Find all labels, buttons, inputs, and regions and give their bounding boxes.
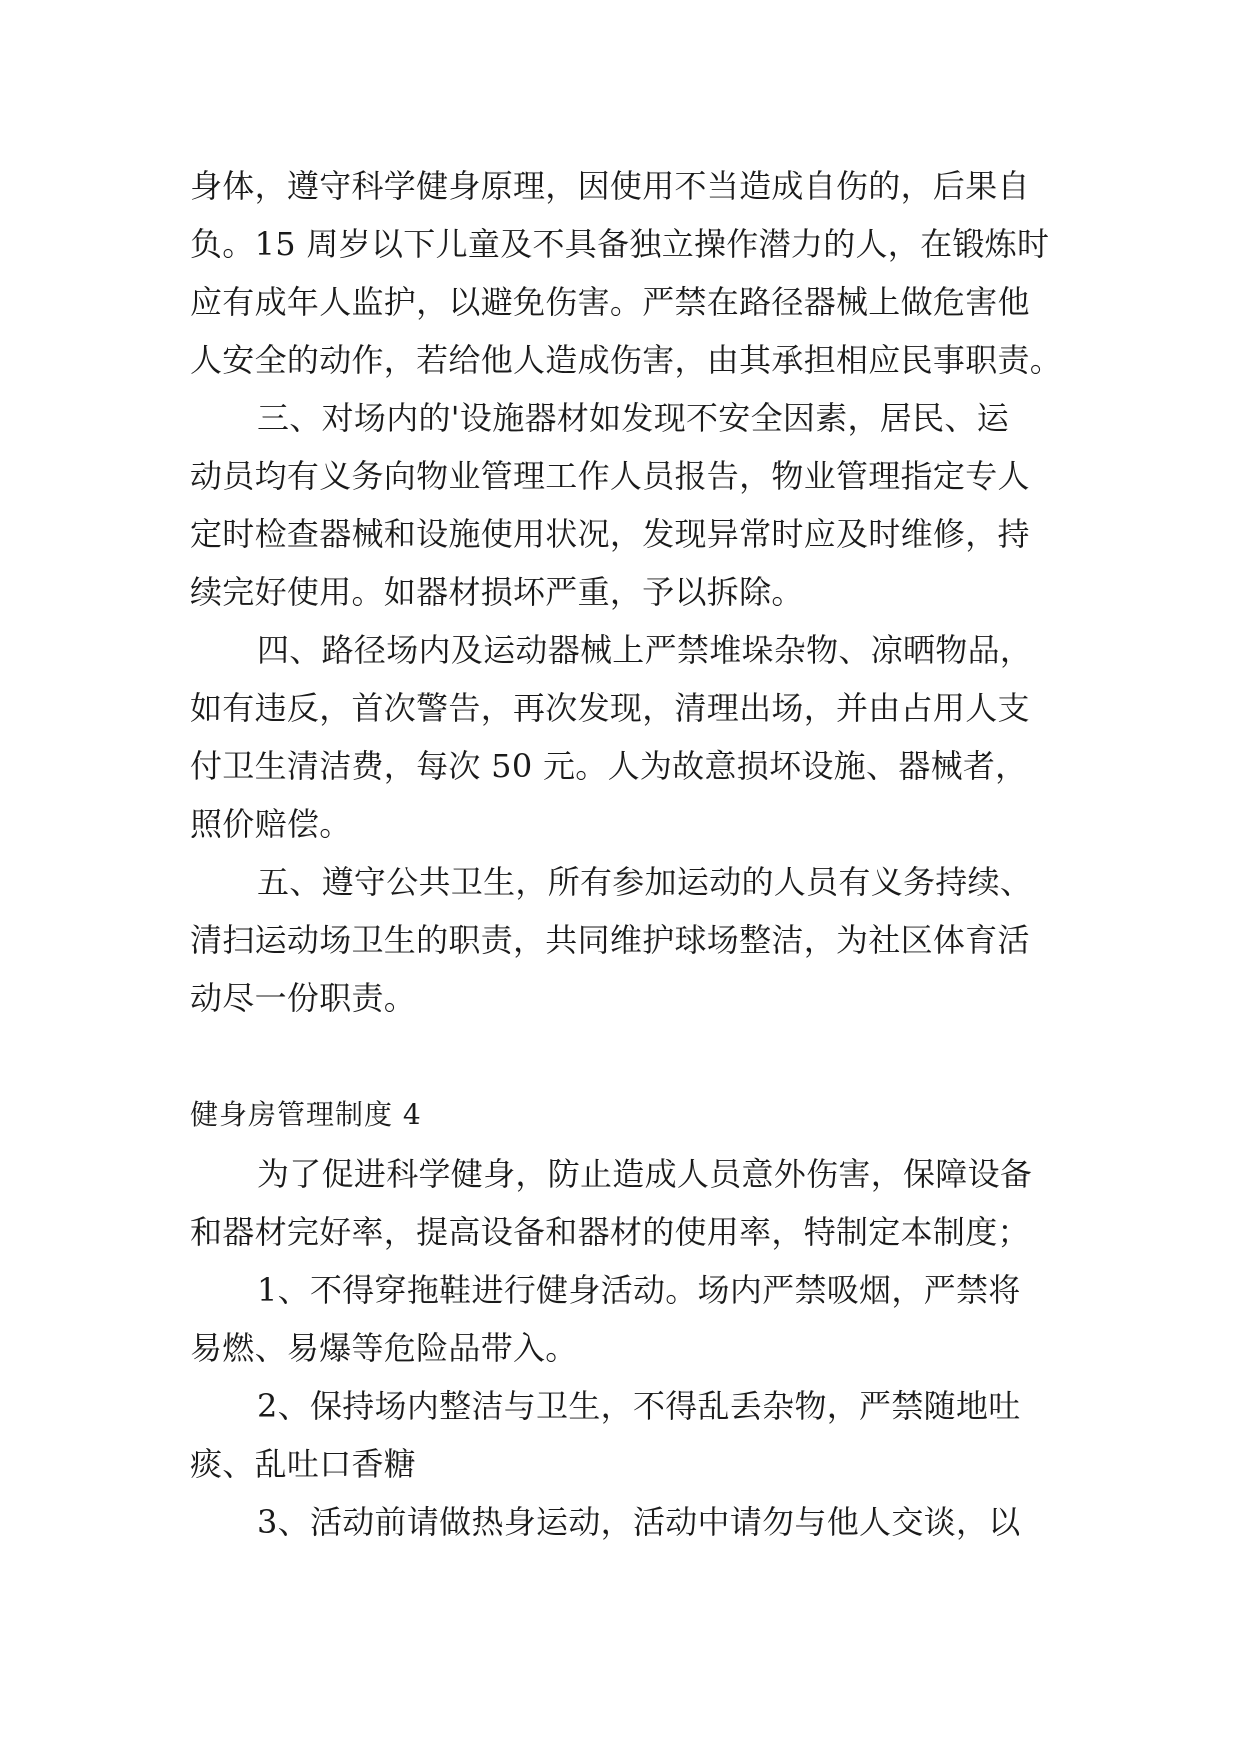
text-line: 痰、乱吐口香糖 [190, 1445, 417, 1483]
text-line: 付卫生清洁费，每次 50 元。人为故意损坏设施、器械者， [190, 747, 1028, 785]
rule-1-start: 1、不得穿拖鞋进行健身活动。场内严禁吸烟，严禁将 [257, 1271, 1021, 1309]
text-line: 和器材完好率，提高设备和器材的使用率，特制定本制度； [190, 1213, 1030, 1251]
paragraph-3-start: 三、对场内的'设施器材如发现不安全因素，居民、运 [257, 399, 1009, 437]
text-line: 身体，遵守科学健身原理，因使用不当造成自伤的，后果自 [190, 167, 1030, 205]
text-line: 定时检查器械和设施使用状况，发现异常时应及时维修，持 [190, 515, 1030, 553]
text-line: 人安全的动作，若给他人造成伤害，由其承担相应民事职责。 [190, 341, 1063, 379]
text-line: 续完好使用。如器材损坏严重，予以拆除。 [190, 573, 804, 611]
text-line: 易燃、易爆等危险品带入。 [190, 1329, 578, 1367]
intro-paragraph-start: 为了促进科学健身，防止造成人员意外伤害，保障设备 [257, 1155, 1033, 1193]
text-line: 如有违反，首次警告，再次发现，清理出场，并由占用人支 [190, 689, 1030, 727]
text-line: 动员均有义务向物业管理工作人员报告，物业管理指定专人 [190, 457, 1030, 495]
section-heading: 健身房管理制度 4 [190, 1098, 422, 1131]
rule-3-start: 3、活动前请做热身运动，活动中请勿与他人交谈，以 [257, 1503, 1021, 1541]
rule-2-start: 2、保持场内整洁与卫生，不得乱丢杂物，严禁随地吐 [257, 1387, 1021, 1425]
text-line: 应有成年人监护，以避免伤害。严禁在路径器械上做危害他 [190, 283, 1030, 321]
paragraph-5-start: 五、遵守公共卫生，所有参加运动的人员有义务持续、 [257, 863, 1033, 901]
text-line: 动尽一份职责。 [190, 979, 417, 1017]
text-line: 清扫运动场卫生的职责，共同维护球场整洁，为社区体育活 [190, 921, 1030, 959]
text-line: 照价赔偿。 [190, 805, 352, 843]
paragraph-4-start: 四、路径场内及运动器械上严禁堆垛杂物、凉晒物品， [257, 631, 1033, 669]
text-line: 负。15 周岁以下儿童及不具备独立操作潜力的人，在锻炼时 [190, 225, 1050, 263]
